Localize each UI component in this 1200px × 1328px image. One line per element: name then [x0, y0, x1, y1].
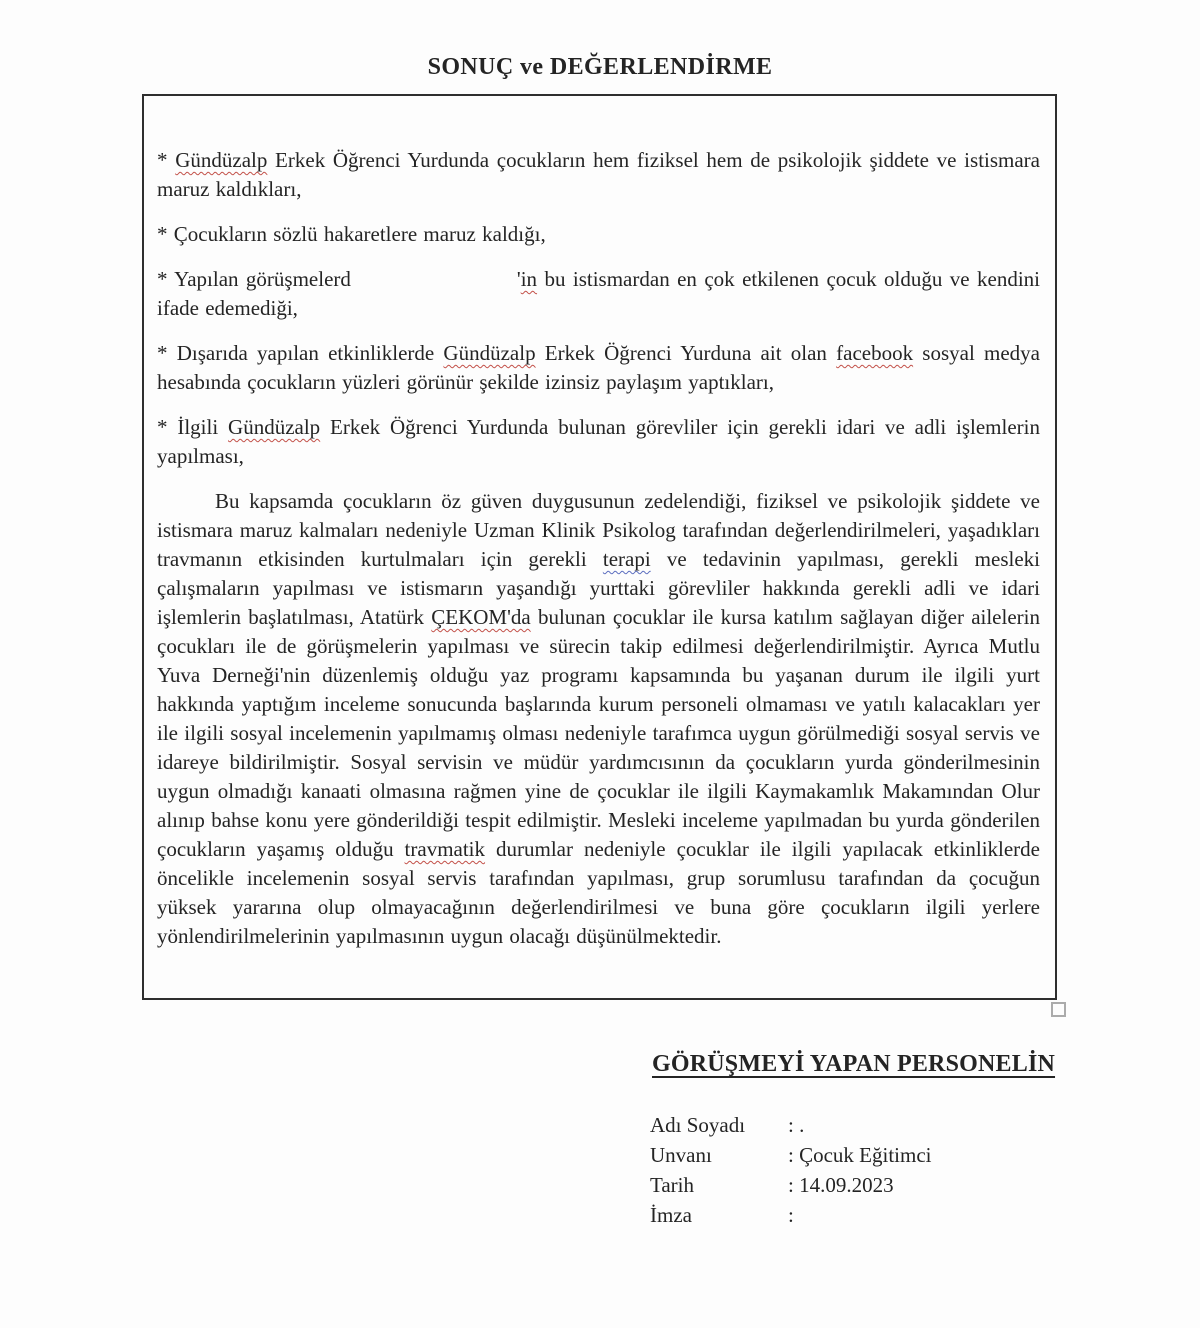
spellcheck-marked-word: in [520, 267, 538, 291]
personnel-row-title [650, 1140, 931, 1170]
spellcheck-marked-word: Gündüzalp [443, 341, 536, 365]
spellcheck-marked-word: ÇEKOM'da [431, 605, 531, 629]
row-label-title: Unvanı [650, 1143, 712, 1167]
text-segment: durumlar nedeniyle çocuklar ile ilgili yapılacak etkinliklerde öncelikle incelemenin sosyal servis tarafından yapılması, grup sorumlusu tarafından da çocuğun yüksek yararına olup olmayacağının değerlendirilmesi ve buna göre çocukların ilgili yerlere yönlendirilmelerinin yapılmasının uygun olacağı düşünülmektedir. [157, 837, 1040, 948]
row-label-name: Adı Soyadı [650, 1113, 746, 1137]
text-segment: ' [516, 267, 521, 291]
redacted-gap [351, 285, 517, 286]
spellcheck-marked-word: Gündüzalp [175, 148, 268, 172]
text-segment: * Çocukların sözlü hakaretlere maruz kaldığı, [157, 222, 546, 246]
row-label-date: Tarih [650, 1173, 695, 1197]
document-title: SONUÇ ve DEĞERLENDİRME [427, 54, 773, 80]
personnel-row-signature [650, 1200, 931, 1230]
row-value-title: : Çocuk Eğitimci [788, 1143, 932, 1167]
row-value-signature: : [788, 1203, 794, 1227]
content-box [142, 94, 1057, 1000]
text-segment: * Dışarıda yapılan etkinliklerde [157, 341, 444, 365]
bullet-paragraph-5 [157, 413, 1040, 471]
personnel-section [650, 1110, 931, 1230]
spellcheck-marked-word: travmatik [404, 837, 486, 861]
text-segment: bulunan çocuklar ile kursa katılım sağlayan diğer ailelerin çocukları ile de görüşmelerin yapılması ve sürecin takip edilmesi değerlendirilmiştir. Ayrıca Mutlu Yuva Derneği'nin düzenlemiş olduğu yaz programı kapsamında bu yaşanan durum ile ilgili yurt hakkında yaptığım inceleme sonucunda başlarında kurum personeli olmaması ve yatılı kalacakları yer ile ilgili sosyal incelemenin yapılmamış olması nedeniyle tarafımca uygun görülmediği sosyal servis ve idareye bildirilmiştir. Sosyal servisin ve müdür yardımcısının da çocukların yurda gönderilmesinin uygun olmadığı kanaati olmasına rağmen yine de çocuklar ile ilgili Kaymakamlık Makamından Olur alınıp bahse konu yere gönderildiği tespit edilmiştir. Mesleki inceleme yapılmadan bu yurda gönderilen çocukların yaşamış olduğu [157, 605, 1040, 861]
text-segment: ve tedavinin yapılması, gerekli mesleki çalışmaların yapılması ve istismarın yaşandığı yurttaki görevliler hakkında gerekli adli ve idari işlemlerin başlatılması, Atatürk [157, 547, 1040, 629]
row-label-signature: İmza [650, 1203, 692, 1227]
row-value-date: : 14.09.2023 [788, 1173, 894, 1197]
bullet-paragraph-2 [157, 220, 1040, 249]
spellcheck-marked-word: Gündüzalp [228, 415, 321, 439]
text-segment: Erkek Öğrenci Yurduna ait olan [535, 341, 837, 365]
personnel-row-name [650, 1110, 931, 1140]
text-segment: * Yapılan görüşmelerd [157, 267, 351, 291]
text-segment: sosyal medya hesabında çocukların yüzleri görünür şekilde izinsiz paylaşım yaptıkları, [157, 341, 1040, 394]
main-paragraph [157, 487, 1040, 951]
text-segment: Erkek Öğrenci Yurdunda bulunan görevliler için gerekli idari ve adli işlemlerin yapılması, [157, 415, 1040, 468]
text-segment: Erkek Öğrenci Yurdunda çocukların hem fiziksel hem de psikolojik şiddete ve istismara maruz kaldıkları, [157, 148, 1040, 201]
bullet-paragraph-4 [157, 339, 1040, 397]
spellcheck-marked-word: terapi [602, 547, 651, 571]
personnel-row-date [650, 1170, 931, 1200]
bullet-paragraph-1 [157, 146, 1040, 204]
row-value-name: : . [788, 1113, 805, 1137]
spellcheck-marked-word: facebook [836, 341, 914, 365]
text-segment: Bu kapsamda çocukların öz güven duygusunun zedelendiği, fiziksel ve psikolojik şiddete ve istismara maruz kalmaları nedeniyle Uzman Klinik Psikolog tarafından değerlendirilmeleri, yaşadıkları travmanın etkisinden kurtulmaları için gerekli [157, 489, 1040, 571]
text-segment: * [157, 148, 176, 172]
text-segment: bu istismardan en çok etkilenen çocuk olduğu ve kendini ifade edemediği, [157, 267, 1040, 320]
personnel-heading: GÖRÜŞMEYİ YAPAN PERSONELİN [652, 1051, 1056, 1077]
textbox-resize-handle [1051, 1002, 1066, 1017]
bullet-paragraph-3 [157, 265, 1040, 323]
text-segment: * İlgili [157, 415, 229, 439]
